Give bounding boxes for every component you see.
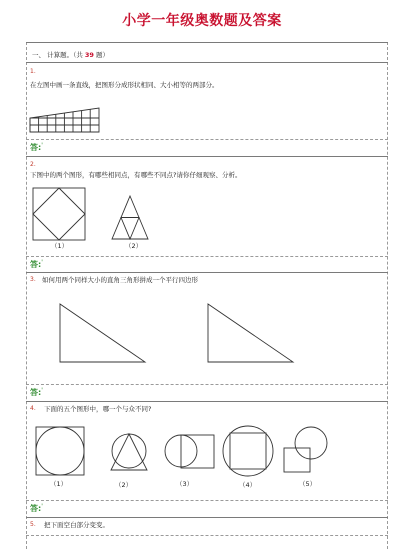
question-separator — [26, 272, 388, 273]
answer-label: 答:' — [30, 142, 43, 152]
section-bottom-rule — [26, 62, 388, 63]
figure-caption: （1） — [50, 480, 68, 488]
divider — [26, 256, 388, 257]
question-separator — [26, 156, 388, 157]
question-text: 下面的五个图形中，哪一个与众不同? — [44, 405, 152, 413]
answer-label: 答:' — [30, 387, 43, 397]
figure-caption: （2） — [125, 242, 143, 250]
divider — [26, 139, 388, 140]
question-number: 5. — [30, 521, 36, 528]
question-text: 把下面空白部分变变。 — [44, 521, 109, 529]
question-number: 1. — [30, 68, 36, 75]
figure-caption: （3） — [176, 480, 194, 488]
page-title: 小学一年级奥数题及答案 — [122, 13, 282, 29]
question-number: 2. — [30, 161, 36, 168]
answer-label: 答:' — [30, 259, 43, 269]
divider — [26, 500, 388, 501]
trapezoid-grid-figure — [30, 108, 100, 133]
figure-caption: （2） — [115, 481, 133, 489]
question-text: 在左图中画一条直线，把图形分成形状相同、大小相等的两部分。 — [30, 81, 219, 89]
divider — [26, 384, 388, 385]
question-text: 下图中的两个图形，有哪些相同点，有哪些不同点?请你仔细观察、分析。 — [30, 171, 242, 179]
section-top-rule — [26, 42, 388, 43]
figure-caption: （5） — [299, 480, 317, 488]
question-text: 如何用两个同样大小的直角三角形拼成一个平行四边形 — [42, 276, 198, 284]
right-triangles-figure — [58, 302, 298, 364]
question-number: 3. — [30, 276, 36, 283]
divider — [26, 535, 388, 536]
figure-caption: （1） — [51, 242, 69, 250]
section-heading: 一、 计算题。（共 39 题） — [32, 51, 110, 59]
question-separator — [26, 517, 388, 518]
question-separator — [26, 401, 388, 402]
answer-label: 答:' — [30, 503, 43, 513]
five-shapes-figure — [32, 422, 338, 492]
square-and-triangle-figures — [30, 186, 160, 254]
question-number: 4. — [30, 405, 36, 412]
figure-caption: （4） — [239, 481, 257, 489]
